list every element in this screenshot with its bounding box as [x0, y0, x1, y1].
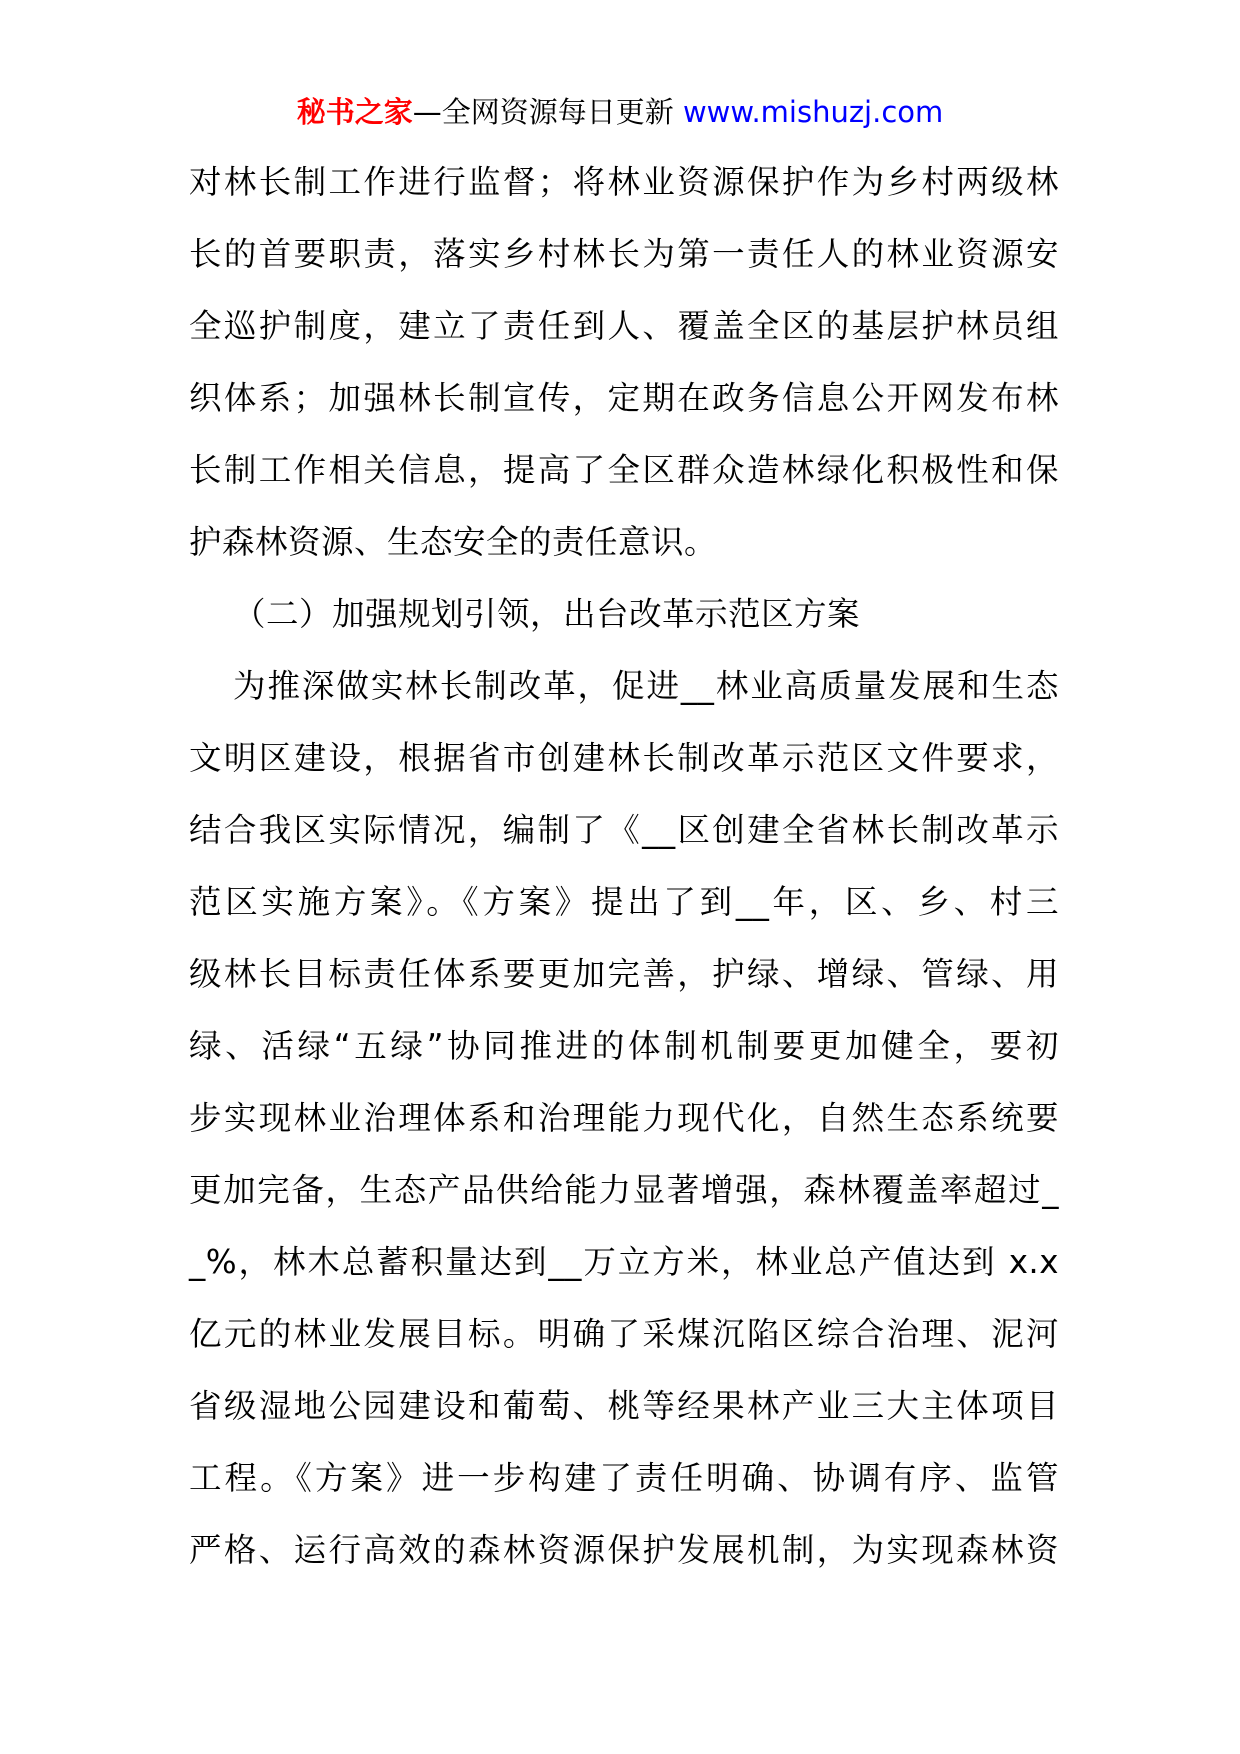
- text-line: 结合我区实际情况，编制了《__区创建全省林长制改革示: [189, 811, 1059, 849]
- site-url-link[interactable]: www.mishuzj.com: [682, 95, 944, 129]
- text-line: 织体系；加强林长制宣传，定期在政务信息公开网发布林: [189, 379, 1059, 417]
- text-line: 护森林资源、生态安全的责任意识。: [189, 523, 718, 561]
- text-line: 严格、运行高效的森林资源保护发展机制，为实现森林资: [189, 1531, 1059, 1569]
- text-line: 级林长目标责任体系要更加完善，护绿、增绿、管绿、用: [189, 955, 1059, 993]
- text-line: 步实现林业治理体系和治理能力现代化，自然生态系统要: [189, 1099, 1059, 1137]
- section-heading: （二）加强规划引领，出台改革示范区方案: [233, 595, 861, 633]
- text-line: 更加完备，生态产品供给能力显著增强，森林覆盖率超过_: [189, 1171, 1059, 1209]
- site-header: [0, 92, 1240, 132]
- text-line: 省级湿地公园建设和葡萄、桃等经果林产业三大主体项目: [189, 1387, 1059, 1425]
- site-tagline: —全网资源每日更新: [412, 95, 683, 129]
- text-line: 长的首要职责，落实乡村林长为第一责任人的林业资源安: [189, 235, 1059, 273]
- text-line: 工程。《方案》进一步构建了责任明确、协调有序、监管: [189, 1459, 1059, 1497]
- text-line: 绿、活绿“五绿”协同推进的体制机制要更加健全，要初: [189, 1027, 1059, 1065]
- site-brand: 秘书之家: [296, 95, 413, 129]
- text-line: 全巡护制度，建立了责任到人、覆盖全区的基层护林员组: [189, 307, 1059, 345]
- text-line: 范区实施方案》。《方案》提出了到__年，区、乡、村三: [189, 883, 1059, 921]
- text-line: 文明区建设，根据省市创建林长制改革示范区文件要求，: [189, 739, 1059, 777]
- text-line: 亿元的林业发展目标。明确了采煤沉陷区综合治理、泥河: [189, 1315, 1059, 1353]
- document-body: [189, 146, 1059, 1586]
- text-line: 为推深做实林长制改革，促进__林业高质量发展和生态: [233, 667, 1059, 705]
- text-line: 对林长制工作进行监督；将林业资源保护作为乡村两级林: [189, 163, 1059, 201]
- text-line: _%，林木总蓄积量达到__万立方米，林业总产值达到 x.x: [189, 1243, 1059, 1281]
- text-line: 长制工作相关信息，提高了全区群众造林绿化积极性和保: [189, 451, 1059, 489]
